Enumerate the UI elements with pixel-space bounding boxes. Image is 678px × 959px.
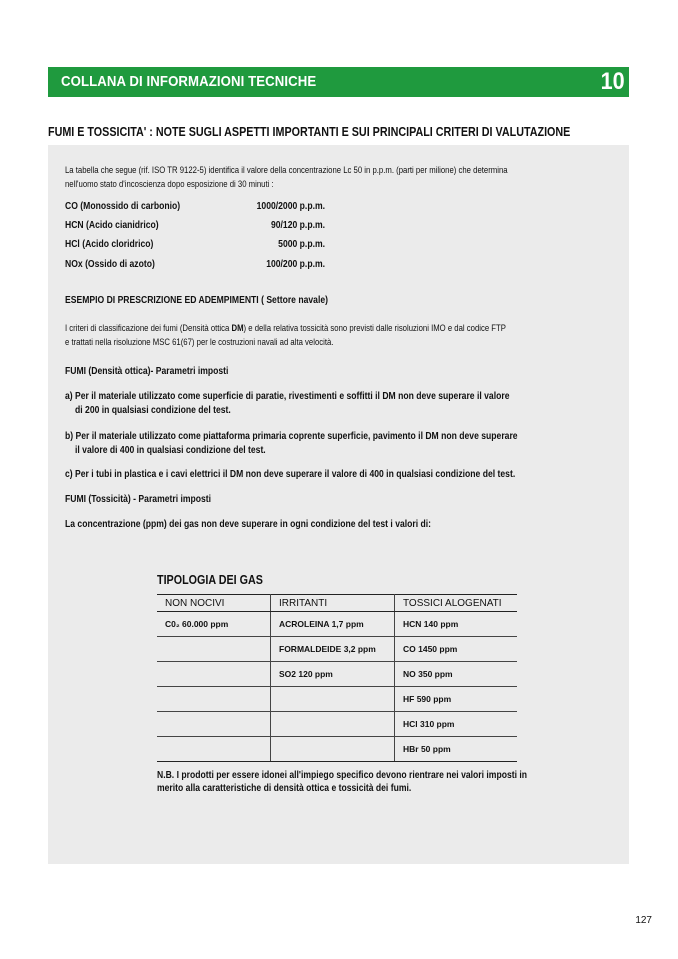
gas-name: HCl (Acido cloridrico) [65,239,154,250]
rule-a-line-1: a) Per il materiale utilizzato come superficie di paratie, rivestimenti e soffitti il DM non deve superare il valore [65,391,510,402]
table-cell: HF 590 ppm [395,687,518,712]
criteria-text: I criteri di classificazione dei fumi (Densità ottica [65,323,232,333]
table-header-row [157,595,517,612]
criteria-text: ) e della relativa tossicità sono previsti dalle risoluzioni IMO e dal codice FTP [243,323,506,333]
column-header: IRRITANTI [271,595,395,612]
rule-c: c) Per i tubi in plastica e i cavi elettrici il DM non deve superare il valore di 400 in qualsiasi condizione del test. [65,469,516,480]
table-row [157,637,517,662]
note-line-1: N.B. I prodotti per essere idonei all'impiego specifico devono rientrare nei valori imposti in [157,770,528,781]
rule-b-line-1: b) Per il materiale utilizzato come piattaforma primaria coprente superficie, pavimento il DM non deve superare [65,431,518,442]
table-cell: NO 350 ppm [395,662,518,687]
criteria-line-2: e trattati nella risoluzione MSC 61(67) per le costruzioni navali ad alta velocità. [65,337,334,347]
note-line-2: merito alla caratteristiche di densità ottica e tossicità dei fumi. [157,783,412,794]
concentration-text: La concentrazione (ppm) dei gas non deve superare in ogni condizione del test i valori di: [65,519,432,530]
gas-value: 1000/2000 p.p.m. [256,201,325,212]
criteria-line-1 [65,321,506,335]
gas-table [157,594,517,762]
criteria-dm: DM [231,323,244,333]
table-cell [157,712,271,737]
table-cell: SO2 120 ppm [271,662,395,687]
table-cell: HBr 50 ppm [395,737,518,762]
table-cell: HCN 140 ppm [395,612,518,637]
table-row [157,662,517,687]
section-number: 10 [600,68,625,95]
gas-value: 5000 p.p.m. [278,239,325,250]
table-row [157,712,517,737]
fumi-density-title: FUMI (Densità ottica)- Parametri imposti [65,366,229,377]
fumi-tox-title: FUMI (Tossicità) - Parametri imposti [65,494,212,505]
table-cell [157,737,271,762]
table-cell: HCl 310 ppm [395,712,518,737]
gas-name: NOx (Ossido di azoto) [65,259,155,270]
section-header [48,67,629,97]
gas-value: 90/120 p.p.m. [270,220,325,231]
table-cell [271,737,395,762]
table-cell: FORMALDEIDE 3,2 ppm [271,637,395,662]
table-cell: C0₂ 60.000 ppm [157,612,271,637]
intro-line-2: nell'uomo stato d'incoscienza dopo esposizione di 30 minuti : [65,179,274,189]
table-cell [271,687,395,712]
table-row [157,737,517,762]
column-header: NON NOCIVI [157,595,271,612]
table-cell: CO 1450 ppm [395,637,518,662]
table-cell [157,687,271,712]
page-heading: FUMI E TOSSICITA' : NOTE SUGLI ASPETTI IMPORTANTI E SUI PRINCIPALI CRITERI DI VALUTAZIONE [48,125,571,139]
page-number: 127 [635,915,652,926]
table-cell [157,637,271,662]
table-cell [271,712,395,737]
table-cell [157,662,271,687]
table-cell: ACROLEINA 1,7 ppm [271,612,395,637]
rule-b-line-2: il valore di 400 in qualsiasi condizione del test. [75,445,266,456]
table-row [157,612,517,637]
example-title: ESEMPIO DI PRESCRIZIONE ED ADEMPIMENTI ( Settore navale) [65,295,328,306]
gas-name: HCN (Acido cianidrico) [65,220,159,231]
table-title: TIPOLOGIA DEI GAS [157,573,263,587]
section-title: COLLANA DI INFORMAZIONI TECNICHE [61,73,317,90]
rule-a-line-2: di 200 in qualsiasi condizione del test. [75,405,231,416]
gas-name: CO (Monossido di carbonio) [65,201,181,212]
column-header: TOSSICI ALOGENATI [395,595,518,612]
table-row [157,687,517,712]
intro-line-1: La tabella che segue (rif. ISO TR 9122-5) identifica il valore della concentrazione Lc 50 in p.p.m. (parti per milione) che determina [65,165,508,175]
gas-value: 100/200 p.p.m. [266,259,325,270]
